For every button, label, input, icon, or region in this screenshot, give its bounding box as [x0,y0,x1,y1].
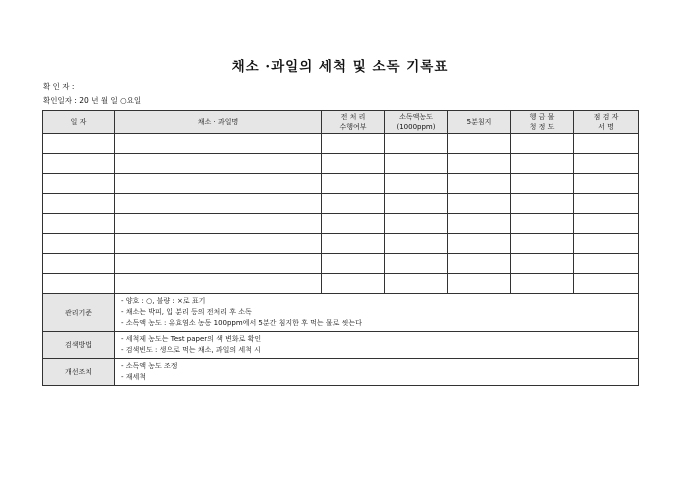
column-header-line: 채소 · 과일명 [197,118,239,126]
column-header-line: 점 검 자 [593,113,619,121]
entry-cell[interactable] [448,214,511,234]
column-header [322,111,385,134]
confirmer-label: 확 인 자 : [43,82,75,91]
entry-cell[interactable] [511,174,574,194]
column-header-line: 소독액농도 [399,113,433,121]
entry-cell[interactable] [322,134,385,154]
entry-cell[interactable] [385,254,448,274]
entry-cell[interactable] [448,174,511,194]
column-header-line: 서 명 [598,123,614,131]
entry-cell[interactable] [322,254,385,274]
record-table [42,110,639,386]
entry-cell[interactable] [448,254,511,274]
section-content [115,359,639,386]
entry-cell[interactable] [322,174,385,194]
table-row [43,134,639,154]
entry-cell[interactable] [115,174,322,194]
entry-cell[interactable] [448,274,511,294]
entry-cell[interactable] [511,254,574,274]
entry-cell[interactable] [43,234,115,254]
table-row [43,254,639,274]
column-header [574,111,639,134]
column-header [115,111,322,134]
section-line: - 세척제 농도는 Test paper의 색 변화로 확인 [121,335,262,343]
table-row [43,174,639,194]
entry-cell[interactable] [574,234,639,254]
entry-cell[interactable] [115,254,322,274]
section-line: - 소독액 농도 : 유효염소 농동 100ppm에서 5분간 침지한 후 먹는 물로 씻는다 [121,319,362,327]
column-header-line: (1000ppm) [396,123,436,131]
entry-cell[interactable] [385,274,448,294]
section-content [115,332,639,359]
section-row [43,359,639,386]
entry-cell[interactable] [115,154,322,174]
column-header-line: 청 정 도 [529,123,555,131]
table-row [43,154,639,174]
page-title: 채소 ·과일의 세척 및 소독 기록표 [231,59,449,75]
entry-cell[interactable] [322,194,385,214]
column-header-line: 5분침지 [466,118,492,126]
entry-cell[interactable] [115,214,322,234]
entry-cell[interactable] [385,174,448,194]
table-row [43,274,639,294]
column-header [385,111,448,134]
entry-cell[interactable] [322,234,385,254]
entry-cell[interactable] [322,154,385,174]
entry-cell[interactable] [574,254,639,274]
entry-cell[interactable] [385,194,448,214]
entry-cell[interactable] [511,134,574,154]
entry-cell[interactable] [43,154,115,174]
table-header-row [43,111,639,134]
entry-cell[interactable] [115,134,322,154]
entry-cell[interactable] [43,134,115,154]
entry-cell[interactable] [385,134,448,154]
column-header-line: 일 자 [70,118,87,126]
section-line: - 재세척 [121,373,147,381]
entry-cell[interactable] [574,174,639,194]
entry-cell[interactable] [448,234,511,254]
section-row [43,332,639,359]
entry-cell[interactable] [115,194,322,214]
entry-cell[interactable] [574,134,639,154]
column-header-line: 헹 금 물 [529,113,555,121]
entry-cell[interactable] [43,174,115,194]
entry-cell[interactable] [43,254,115,274]
entry-cell[interactable] [511,194,574,214]
section-label: 개선조치 [43,359,115,386]
entry-cell[interactable] [322,274,385,294]
section-row [43,294,639,332]
entry-cell[interactable] [574,194,639,214]
entry-cell[interactable] [511,214,574,234]
entry-cell[interactable] [43,214,115,234]
entry-cell[interactable] [574,274,639,294]
entry-cell[interactable] [322,214,385,234]
entry-cell[interactable] [115,274,322,294]
entry-cell[interactable] [448,134,511,154]
section-label: 검색방법 [43,332,115,359]
entry-cell[interactable] [574,214,639,234]
column-header [448,111,511,134]
entry-cell[interactable] [448,194,511,214]
column-header [511,111,574,134]
entry-cell[interactable] [511,274,574,294]
entry-cell[interactable] [43,194,115,214]
section-label: 관리기준 [43,294,115,332]
table-row [43,194,639,214]
entry-cell[interactable] [511,154,574,174]
column-header-line: 수행여부 [339,123,367,131]
section-line: - 양호 : ○, 불량 : ×로 표기 [121,297,206,305]
section-line: - 채소는 박피, 입 분리 등의 전처리 후 소독 [121,308,252,316]
section-content [115,294,639,332]
entry-cell[interactable] [385,234,448,254]
table-row [43,214,639,234]
entry-cell[interactable] [43,274,115,294]
section-line: - 검색빈도 : 생으로 먹는 채소, 과일의 세척 시 [121,346,261,354]
entry-cell[interactable] [574,154,639,174]
confirm-date-label: 확인일자 : 20 년 월 일 ○요일 [43,96,142,105]
column-header [43,111,115,134]
entry-cell[interactable] [448,154,511,174]
entry-cell[interactable] [115,234,322,254]
column-header-line: 전 처 리 [340,113,366,121]
entry-cell[interactable] [385,214,448,234]
entry-cell[interactable] [385,154,448,174]
section-line: - 소독액 농도 조정 [121,362,178,370]
table-row [43,234,639,254]
entry-cell[interactable] [511,234,574,254]
